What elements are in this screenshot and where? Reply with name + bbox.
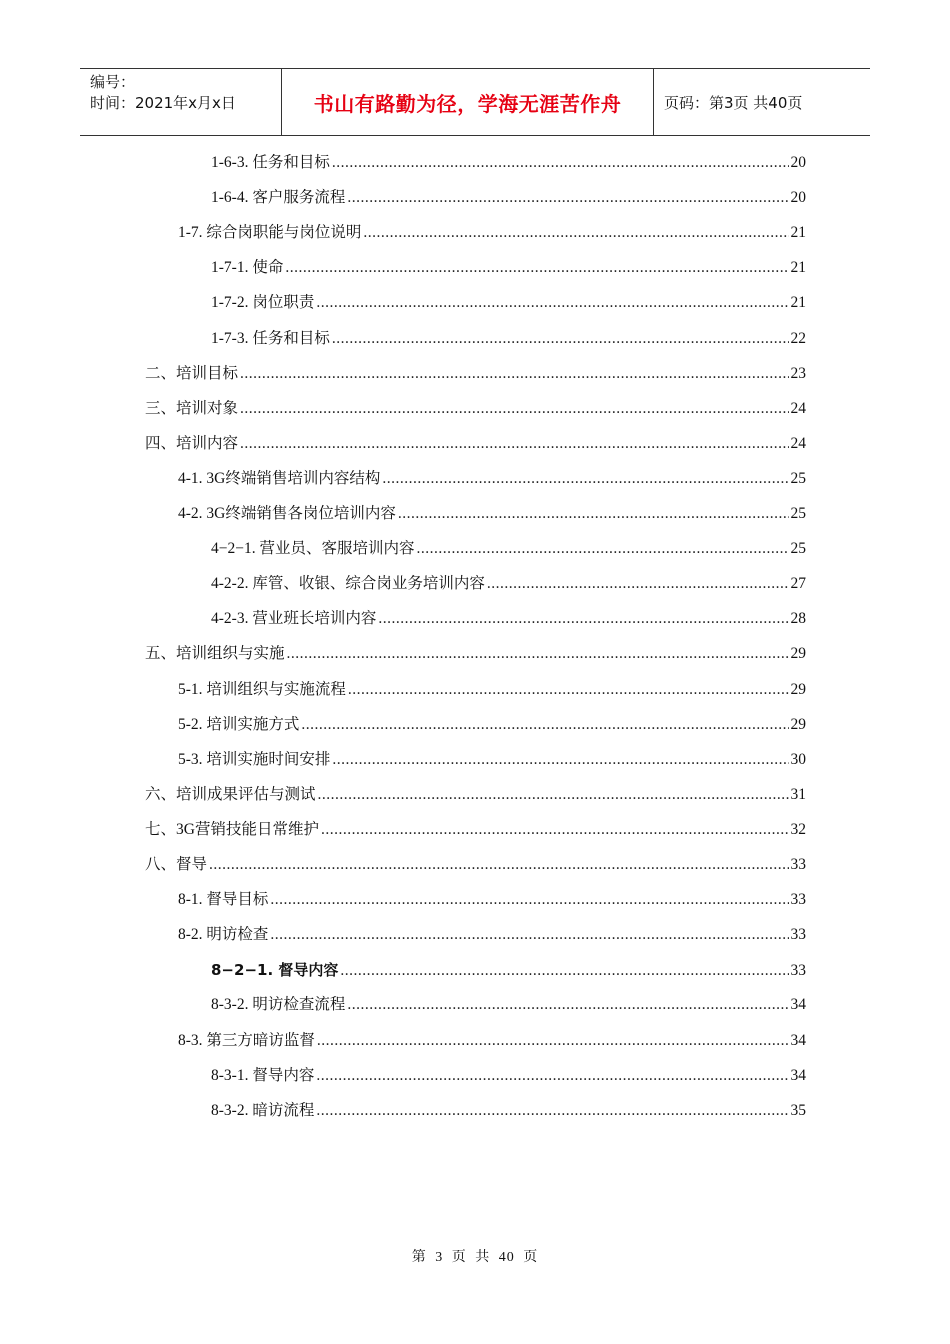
footer-ye-2: 页 bbox=[523, 1250, 539, 1265]
header-motto-cell bbox=[282, 69, 654, 135]
toc-entry-page-number: 29 bbox=[790, 645, 806, 662]
toc-dot-leader bbox=[285, 257, 788, 279]
toc-entry-page-number: 21 bbox=[790, 224, 806, 241]
toc-entry-label: 1-6-3. 任务和目标 bbox=[211, 154, 330, 171]
toc-entry-label: 8-3-2. 暗访流程 bbox=[211, 1102, 315, 1119]
toc-dot-leader bbox=[487, 573, 789, 595]
toc-entry-page-number: 33 bbox=[790, 926, 806, 943]
toc-dot-leader bbox=[209, 854, 788, 876]
toc-entry-page-number: 21 bbox=[790, 259, 806, 276]
toc-entry-label: 8-3-1. 督导内容 bbox=[211, 1067, 315, 1084]
toc-dot-leader bbox=[398, 503, 789, 525]
toc-entry[interactable] bbox=[145, 643, 806, 665]
toc-entry[interactable] bbox=[178, 222, 806, 244]
toc-entry-label: 八、督导 bbox=[145, 856, 208, 873]
toc-entry[interactable] bbox=[211, 1100, 806, 1122]
toc-entry-page-number: 22 bbox=[790, 330, 806, 347]
toc-entry-page-number: 21 bbox=[790, 294, 806, 311]
toc-entry[interactable] bbox=[211, 187, 806, 209]
toc-dot-leader bbox=[347, 994, 788, 1016]
toc-entry[interactable] bbox=[178, 889, 806, 911]
toc-entry-label: 五、培训组织与实施 bbox=[145, 645, 285, 662]
toc-dot-leader bbox=[348, 679, 789, 701]
toc-entry-label: 8−2−1. 督导内容 bbox=[211, 961, 339, 979]
toc-entry-page-number: 29 bbox=[790, 716, 806, 733]
toc-entry-label: 4-1. 3G终端销售培训内容结构 bbox=[178, 470, 381, 487]
toc-entry-page-number: 33 bbox=[790, 962, 806, 979]
toc-dot-leader bbox=[240, 398, 788, 420]
toc-entry[interactable] bbox=[178, 1030, 806, 1052]
toc-entry-page-number: 34 bbox=[790, 1067, 806, 1084]
toc-entry[interactable] bbox=[211, 959, 806, 981]
footer-gong: 共 bbox=[475, 1250, 491, 1265]
toc-entry-page-number: 31 bbox=[790, 786, 806, 803]
toc-dot-leader bbox=[416, 538, 788, 560]
toc-entry-label: 8-3-2. 明访检查流程 bbox=[211, 996, 346, 1013]
toc-entry-page-number: 20 bbox=[790, 189, 806, 206]
toc-entry[interactable] bbox=[145, 819, 806, 841]
toc-entry-page-number: 24 bbox=[790, 435, 806, 452]
toc-entry-label: 1-7-2. 岗位职责 bbox=[211, 294, 315, 311]
header-page-info: 页码：第3页 共40页 bbox=[664, 93, 803, 112]
toc-entry-label: 4−2−1. 营业员、客服培训内容 bbox=[211, 540, 415, 557]
toc-entry[interactable] bbox=[145, 854, 806, 876]
toc-dot-leader bbox=[270, 889, 788, 911]
toc-dot-leader bbox=[378, 608, 788, 630]
toc-dot-leader bbox=[240, 363, 788, 385]
toc-entry-page-number: 30 bbox=[790, 751, 806, 768]
toc-entry-page-number: 34 bbox=[790, 1032, 806, 1049]
footer-ye: 页 bbox=[451, 1250, 467, 1265]
toc-dot-leader bbox=[332, 749, 788, 771]
toc-entry-page-number: 28 bbox=[790, 610, 806, 627]
toc-entry-page-number: 32 bbox=[790, 821, 806, 838]
toc-entry-label: 8-3. 第三方暗访监督 bbox=[178, 1032, 315, 1049]
toc-entry-page-number: 35 bbox=[790, 1102, 806, 1119]
header-meta bbox=[80, 69, 282, 135]
toc-entry[interactable] bbox=[178, 503, 806, 525]
page-header bbox=[80, 68, 870, 136]
toc-entry-label: 8-2. 明访检查 bbox=[178, 926, 269, 943]
toc-entry[interactable] bbox=[178, 468, 806, 490]
toc-dot-leader bbox=[382, 468, 788, 490]
toc-entry[interactable] bbox=[145, 363, 806, 385]
toc-entry[interactable] bbox=[211, 608, 806, 630]
header-page-info-cell bbox=[654, 69, 870, 135]
toc-entry-page-number: 23 bbox=[790, 365, 806, 382]
toc-entry[interactable] bbox=[178, 749, 806, 771]
toc-entry-page-number: 27 bbox=[790, 575, 806, 592]
toc-entry[interactable] bbox=[211, 573, 806, 595]
toc-entry-label: 六、培训成果评估与测试 bbox=[145, 786, 316, 803]
toc-entry-label: 5-1. 培训组织与实施流程 bbox=[178, 681, 346, 698]
toc-dot-leader bbox=[321, 819, 789, 841]
toc-entry[interactable] bbox=[211, 994, 806, 1016]
toc-entry-page-number: 25 bbox=[790, 540, 806, 557]
toc-dot-leader bbox=[240, 433, 788, 455]
toc-entry-label: 4-2-3. 营业班长培训内容 bbox=[211, 610, 377, 627]
toc-entry[interactable] bbox=[145, 784, 806, 806]
toc-entry-label: 4-2. 3G终端销售各岗位培训内容 bbox=[178, 505, 396, 522]
document-number-label: 编号： bbox=[90, 73, 136, 91]
toc-dot-leader bbox=[332, 328, 789, 350]
toc-entry-page-number: 25 bbox=[790, 470, 806, 487]
toc-dot-leader bbox=[332, 152, 789, 174]
toc-entry-page-number: 33 bbox=[790, 891, 806, 908]
toc-entry-label: 8-1. 督导目标 bbox=[178, 891, 269, 908]
toc-dot-leader bbox=[270, 924, 788, 946]
toc-entry-label: 四、培训内容 bbox=[145, 435, 239, 452]
toc-entry[interactable] bbox=[211, 538, 806, 560]
toc-entry[interactable] bbox=[145, 433, 806, 455]
toc-entry-page-number: 24 bbox=[790, 400, 806, 417]
toc-entry[interactable] bbox=[178, 924, 806, 946]
toc-entry[interactable] bbox=[211, 152, 806, 174]
toc-entry-label: 1-7-3. 任务和目标 bbox=[211, 330, 330, 347]
toc-entry[interactable] bbox=[211, 292, 806, 314]
toc-entry[interactable] bbox=[211, 257, 806, 279]
toc-entry-page-number: 34 bbox=[790, 996, 806, 1013]
toc-entry-page-number: 20 bbox=[790, 154, 806, 171]
toc-dot-leader bbox=[363, 222, 788, 244]
page-footer bbox=[0, 1246, 950, 1266]
toc-entry[interactable] bbox=[211, 328, 806, 350]
toc-dot-leader bbox=[287, 643, 789, 665]
toc-entry-page-number: 25 bbox=[790, 505, 806, 522]
toc-entry-label: 1-7. 综合岗职能与岗位说明 bbox=[178, 224, 362, 241]
toc-entry[interactable] bbox=[178, 679, 806, 701]
footer-di: 第 bbox=[411, 1250, 427, 1265]
toc-entry[interactable] bbox=[178, 714, 806, 736]
toc-dot-leader bbox=[301, 714, 788, 736]
toc-dot-leader bbox=[317, 1030, 789, 1052]
toc-dot-leader bbox=[340, 960, 788, 982]
toc-entry-label: 5-2. 培训实施方式 bbox=[178, 716, 300, 733]
toc-entry[interactable] bbox=[211, 1065, 806, 1087]
toc-dot-leader bbox=[347, 187, 788, 209]
toc-entry[interactable] bbox=[145, 398, 806, 420]
toc-dot-leader bbox=[316, 1100, 788, 1122]
toc-dot-leader bbox=[318, 784, 789, 806]
toc-entry-label: 1-6-4. 客户服务流程 bbox=[211, 189, 346, 206]
document-time-label: 时间：2021年x月x日 bbox=[90, 94, 236, 112]
footer-current-page: 3 bbox=[435, 1250, 444, 1265]
toc-entry-label: 三、培训对象 bbox=[145, 400, 239, 417]
toc-entry-label: 二、培训目标 bbox=[145, 365, 239, 382]
toc-entry-label: 1-7-1. 使命 bbox=[211, 259, 284, 276]
toc-entry-label: 5-3. 培训实施时间安排 bbox=[178, 751, 331, 768]
header-motto: 书山有路勤为径，学海无涯苦作舟 bbox=[313, 91, 622, 116]
toc-entry-page-number: 33 bbox=[790, 856, 806, 873]
toc-dot-leader bbox=[316, 292, 788, 314]
toc-dot-leader bbox=[316, 1065, 788, 1087]
footer-total-pages: 40 bbox=[498, 1250, 515, 1265]
toc-entry-label: 七、3G营销技能日常维护 bbox=[145, 821, 319, 838]
toc-entry-page-number: 29 bbox=[790, 681, 806, 698]
toc-entry-label: 4-2-2. 库管、收银、综合岗业务培训内容 bbox=[211, 575, 485, 592]
